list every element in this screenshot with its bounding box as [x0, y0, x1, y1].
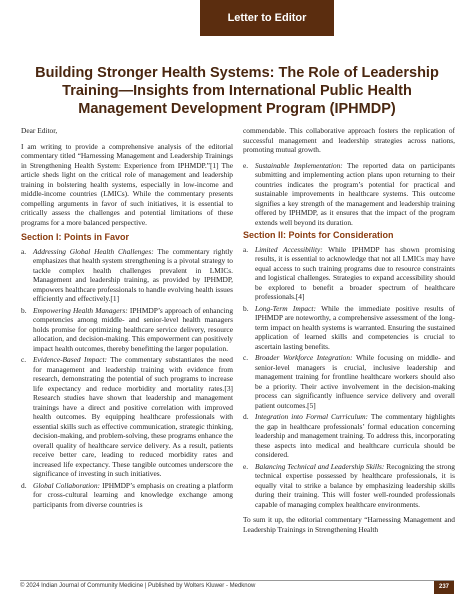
item-marker: e.: [243, 461, 249, 471]
item-heading: Addressing Global Health Challenges:: [33, 246, 154, 256]
list-item: [243, 304, 455, 352]
favor-list: [21, 247, 233, 510]
page-footer: [20, 580, 454, 595]
list-item: [243, 412, 455, 460]
left-column: [21, 126, 233, 511]
item-marker: e.: [243, 160, 249, 170]
item-heading: Global Collaboration:: [33, 480, 100, 490]
item-text: The commentary substantiates the need for management and leadership training with evidence from research, demonstrating the potential of such programs to increase life expectancy and reduce morbidity and mortality rates.[3] Research studies have shown that leadership and management trainings have a direct and positive correlation with improved health outcomes. By equipping healthcare professionals with essential skills such as effective communication, strategic thinking, decision-making, and problem-solving, these programs enhance the overall quality of healthcare service delivery. As a result, patients receive better care, leading to reduced morbidity rates and increased life expectancy. These tangible outcomes underscore the significance of investing in such initiatives.: [33, 355, 233, 478]
item-heading: Evidence-Based Impact:: [33, 355, 107, 364]
item-text: The commentary highlights the gap in healthcare professionals’ formal education concerning leadership and management training. To address this, incorporating these aspects into medical and healthcare curricula should be considered.: [255, 412, 456, 459]
closing-paragraph: To sum it up, the editorial commentary “Harnessing Management and Leadership Trainings in Strengthening Health: [243, 515, 455, 534]
item-marker: d.: [21, 480, 27, 490]
list-item: [243, 462, 455, 510]
list-item: [21, 247, 233, 304]
item-heading: Broader Workforce Integration:: [255, 353, 353, 362]
item-marker: a.: [21, 246, 27, 256]
continued-paragraph: commendable. This collaborative approach fosters the replication of successful management and leadership strategies across nations, promoting mutual growth.: [243, 126, 455, 154]
item-text: While the immediate positive results of IPHMDP are noteworthy, a comprehensive assessment of the long-term impact on health systems is warranted. Ensuring the sustained application of learned skills and competencies is crucial to ascertain lasting benefits.: [255, 303, 455, 351]
item-marker: b.: [243, 303, 249, 313]
page-number: 237: [434, 581, 454, 594]
item-marker: c.: [243, 353, 249, 362]
section-heading-2: Section II: Points for Consideration: [243, 230, 394, 240]
item-text: The reported data on participants submitting and implementing action plans upon returning to their countries indicates the program’s potential for practical and sustainable improvements in healthcare systems. This outcome signifies a key strength of the management and leadership training offered by IPHMDP, as it ensures that the impact of the program extends well beyond its duration.: [255, 160, 455, 227]
item-heading: Sustainable Implementation:: [255, 160, 343, 170]
item-heading: Balancing Technical and Leadership Skills:: [255, 461, 385, 471]
list-item: [243, 245, 455, 302]
item-heading: Integration into Formal Curriculum:: [255, 412, 369, 421]
item-heading: Long-Term Impact:: [255, 303, 316, 313]
list-item: [243, 353, 455, 410]
section-heading-1: Section I: Points in Favor: [21, 232, 130, 242]
item-text: While focusing on middle- and senior-level managers is crucial, inclusive leadership and management training for frontline healthcare workers should also be a priority. Their active involvement in the decision-making process can significantly influence service delivery and overall patient outcomes.[5]: [255, 353, 455, 410]
list-item: [243, 161, 455, 228]
item-text: IPHMDP’s approach of enhancing competencies among middle- and senior-level health managers holds promise for optimizing healthcare service delivery, resource allocation, and decision-making. This empowerment can positively impact health outcomes, thereby benefitting the larger population.: [33, 305, 234, 353]
right-column: [243, 126, 455, 540]
item-marker: c.: [21, 355, 27, 364]
item-marker: b.: [21, 305, 27, 315]
article-title: Building Stronger Health Systems: The Role of Leadership Training—Insights from International Public Health Management Development Program (IPHMDP): [35, 65, 439, 117]
item-text: While IPHMDP has shown promising results, it is essential to acknowledge that not all LMICs may have equal access to such training programs due to resource constraints and logistical challenges. Strategies to expand accessibility should be explored to benefit a broader spectrum of healthcare professionals.[4]: [255, 244, 455, 301]
item-heading: Limited Accessibility:: [255, 244, 323, 254]
item-text: IPHMDP’s emphasis on creating a platform for cross-cultural learning and knowledge exchange among participants from diverse countries is: [33, 480, 233, 509]
article-type-banner: Letter to Editor: [200, 0, 334, 36]
list-item: [21, 481, 233, 510]
item-text: The commentary rightly emphasizes that health system strengthening is a pivotal strategy to tackle complex health challenges prevalent in LMICs. Management and leadership training, as provided by IPHMDP, empowers healthcare professionals to handle evolving health issues efficiently and effectively.[1]: [33, 246, 233, 303]
salutation: Dear Editor,: [21, 126, 58, 135]
item-marker: d.: [243, 412, 249, 421]
copyright-text: © 2024 Indian Journal of Community Medicine | Published by Wolters Kluwer - Medknow: [20, 583, 256, 589]
list-item: [21, 306, 233, 354]
intro-paragraph: I am writing to provide a comprehensive analysis of the editorial commentary titled “Harnessing Management and Leadership Trainings in Strengthening Health System: Experience from IPHMDP.”[1] The article sheds light on the critical role of management and leadership training in bolstering health systems, especially in low-income and middle-income countries (LMICs). While the commentary presents compelling arguments in favor of such initiatives, it is essential to critically assess the challenges and potential limitations of these programs for a more balanced perspective.: [21, 141, 233, 227]
consideration-list: [243, 245, 455, 510]
item-text: Recognizing the strong technical expertise possessed by healthcare professionals, it is equally vital to strike a balance by emphasizing leadership skills during their training. This will foster well-rounded professionals capable of managing complex healthcare environments.: [255, 461, 455, 509]
item-heading: Empowering Health Managers:: [33, 305, 128, 315]
favor-list-cont: [243, 161, 455, 228]
item-marker: a.: [243, 244, 249, 254]
list-item: [21, 355, 233, 479]
